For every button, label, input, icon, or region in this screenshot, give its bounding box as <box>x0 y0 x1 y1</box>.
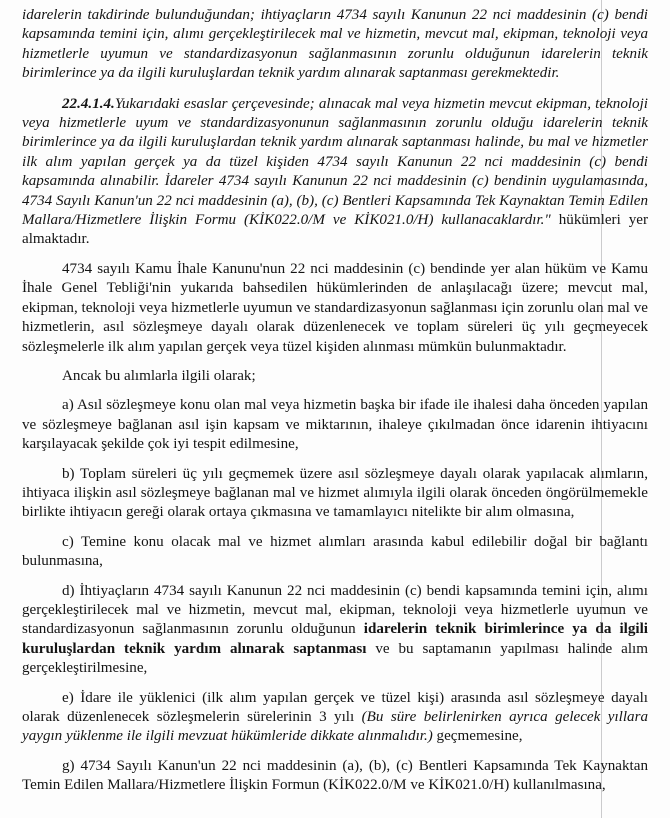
paragraph-clause-22-4-1-4 <box>22 95 648 250</box>
paragraph-legal-summary: 4734 sayılı Kamu İhale Kanunu'nun 22 nci maddesinin (c) bendinde yer alan hüküm ve Kamu İhale Genel Tebliği'nin yukarıda bahsedilen hükümlerinden de anlaşılacağı üzere; mevcut mal, ekipman, teknoloji veya hizmetlerle uyumun ve standardizasyonun sağlanması için zorunlu olan mal ve hizmetlerin, asıl sözleşmeye dayalı olarak düzenlenecek ve toplam süreleri üç yılı geçmeyecek sözleşmelerle ilk alım yapılan gerçek veya tüzel kişiden alınması mümkün bulunmaktadır. <box>22 260 648 355</box>
list-item-d-tail: ve bu saptamanın yapılması halinde alım gerçekleştirilmesine, <box>22 640 648 677</box>
list-item-c: c) Temine konu olacak mal ve hizmet alımları arasında kabul edilebilir doğal bir bağlantı bulunmasına, <box>22 533 648 570</box>
list-item-d-lead: d) İhtiyaçların 4734 sayılı Kanunun 22 nci maddesinin (c) bendi kapsamında temini için, alımı gerçekleştirilecek mal ve hizmetin, mevcut mal, ekipman, teknoloji veya hizmetlerle uyumun ve standardizasyonun sağlanmasının zorunlu olduğunun <box>22 582 648 638</box>
list-item-b: b) Toplam süreleri üç yılı geçmemek üzere asıl sözleşmeye dayalı olarak yapılacak alımların, ihtiyaca ilişkin asıl sözleşmeye bağlanan mal ve hizmet alımıyla ilgili olarak önceden öngörülmemekle birlikte ihtiyacın gereği olarak ortaya çıkmasına ve tamamlayıcı nitelikte bir alım olmasına, <box>22 465 648 521</box>
clause-tail: hükümleri yer almaktadır. <box>22 212 648 248</box>
list-item-e-tail: geçmemesine, <box>432 728 523 745</box>
list-item-d <box>22 582 648 679</box>
list-item-g: g) 4734 Sayılı Kanun'un 22 nci maddesinin (a), (b), (c) Bentleri Kapsamında Tek Kaynaktan Temin Edilen Mallara/Hizmetlere İlişkin Formun (KİK022.0/M ve KİK021.0/H) kullanılmasına, <box>22 757 648 794</box>
list-item-d-emphasis: idarelerin teknik birimlerince ya da ilgili kuruluşlardan teknik yardım alınarak saptanması <box>22 621 648 657</box>
paragraph-lead-in: Ancak bu alımlarla ilgili olarak; <box>62 367 256 384</box>
paragraph-continuation: idarelerin takdirinde bulunduğundan; ihtiyaçların 4734 sayılı Kanunun 22 nci maddesinin (c) bendi kapsamında temini için, alımı gerçekleştirilecek mal ve hizmetin, mevcut mal, ekipman, teknoloji veya hizmetlerle uyumun ve standardizasyonun sağlanmasının zorunlu olduğunun idarelerin teknik birimlerince ya da ilgili kuruluşlardan teknik yardım alınarak saptanması gerekmektedir. <box>22 7 648 82</box>
clause-body: Yukarıdaki esaslar çerçevesinde; alınacak mal veya hizmetin mevcut ekipman, teknoloji veya hizmetlerle uyum ve standardizasyonunun sağlanmasının zorunlu olduğu idarelerin teknik birimlerince ya da ilgili kuruluşlardan teknik yardım alınarak saptanması halinde, bu mal ve hizmetler ilk alım yapılan gerçek ya da tüzel kişiden 4734 sayılı Kanunun 22 nci maddesinin (c) bendi kapsamında alınabilir. İdareler 4734 sayılı Kanunun 22 nci maddesinin (c) bendinin uygulamasında, 4734 Sayılı Kanun'un 22 nci maddesinin (a), (b), (c) Bentleri Kapsamında Tek Kaynaktan Temin Edilen Mallara/Hizmetlere İlişkin Formu (KİK022.0/M ve KİK021.0/H) kullanacaklardır." <box>22 95 648 229</box>
clause-number: 22.4.1.4. <box>62 95 115 112</box>
document-page <box>22 6 648 806</box>
list-item-e <box>22 689 648 747</box>
list-item-e-lead: e) İdare ile yüklenici (ilk alım yapılan gerçek ve tüzel kişi) arasında asıl sözleşmeye dayalı olarak düzenlenecek sözleşmelerin sürelerinin 3 yılı <box>22 689 648 725</box>
list-item-a: a) Asıl sözleşmeye konu olan mal veya hizmetin başka bir ifade ile ihalesi daha önceden yapılan ve sözleşmeye bağlanan asıl işin kapsam ve miktarının, ihaleye çıkılmadan önce idarenin ihtiyacını karşılayacak şekilde çok iyi tespit edilmesine, <box>22 397 648 453</box>
list-item-e-note: (Bu süre belirlenirken ayrıca gelecek yıllara yaygın yüklenme ile ilgili mevzuat hükümleride dikkate alınmalıdır.) <box>22 709 648 745</box>
